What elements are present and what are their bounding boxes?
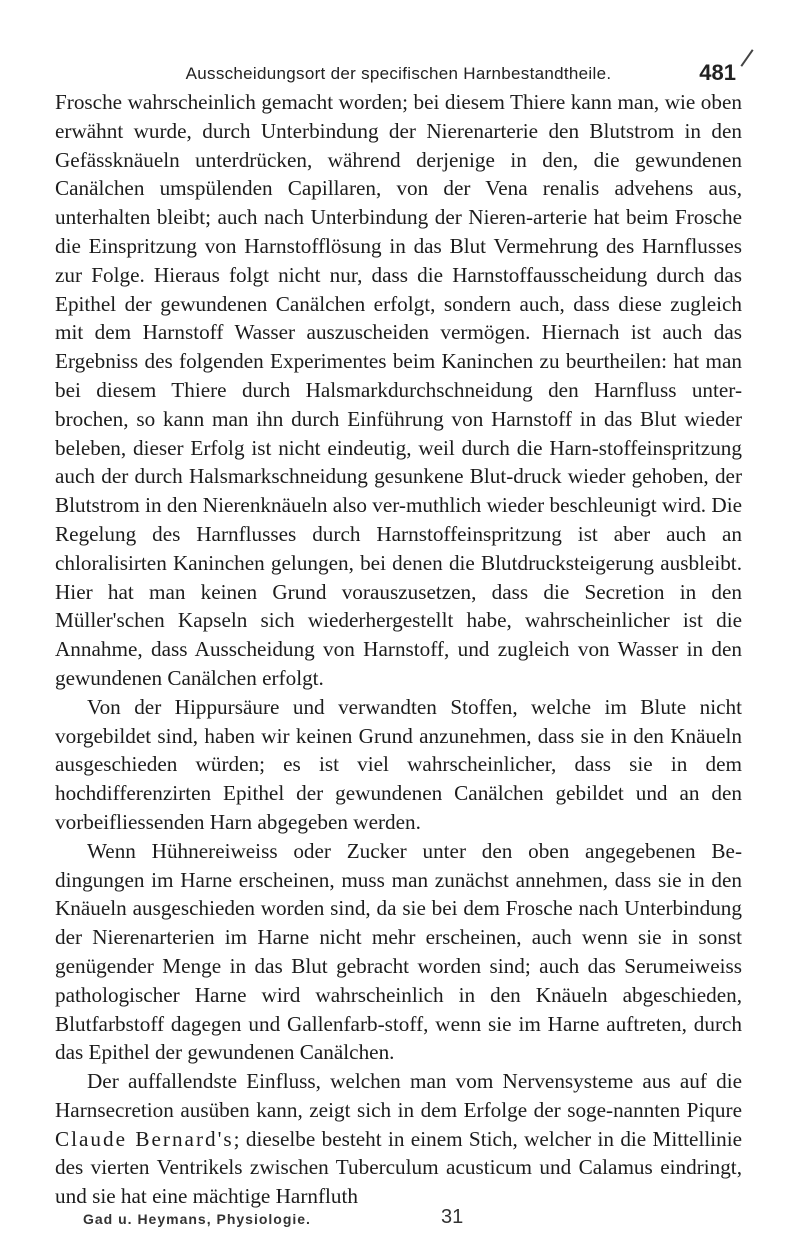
sheet-number: 31 xyxy=(441,1206,464,1229)
body-text xyxy=(55,88,742,1211)
paragraph-4-start: Der auffallendste Einfluss, welchen man vom Nervensysteme aus auf die Harnsecretion ausüben kann, zeigt sich in dem Erfolge der soge-nannten Piqure xyxy=(55,1069,742,1122)
author-name: Claude Bernard's xyxy=(55,1126,234,1151)
paragraph-4 xyxy=(55,1067,742,1211)
page-number: 481 xyxy=(699,60,736,85)
running-title: Ausscheidungsort der specifischen Harnbestandtheile. xyxy=(185,64,612,83)
paragraph-1: Frosche wahrscheinlich gemacht worden; bei diesem Thiere kann man, wie oben erwähnt wurde, durch Unterbindung der Nierenarterie den Blutstrom in den Gefässknäueln unterdrücken, während derjenige in den, die gewundenen Canälchen umspülenden Capillaren, von der Vena renalis advehens aus, unterhalten bleibt; auch nach Unterbindung der Nieren-arterie hat beim Frosche die Einspritzung von Harnstofflösung in das Blut Vermehrung des Harnflusses zur Folge. Hieraus folgt nicht nur, dass die Harnstoffausscheidung durch das Epithel der gewundenen Canälchen erfolgt, sondern auch, dass diese zugleich mit dem Harnstoff Wasser auszuscheiden vermögen. Hiernach ist auch das Ergebniss des folgenden Experimentes beim Kaninchen zu beurtheilen: hat man bei diesem Thiere durch Halsmarkdurchschneidung den Harnfluss unter-brochen, so kann man ihn durch Einführung von Harnstoff in das Blut wieder beleben, dieser Erfolg ist nicht eindeutig, weil durch die Harn-stoffeinspritzung auch der durch Halsmarkschneidung gesunkene Blut-druck wieder gehoben, der Blutstrom in den Nierenknäueln also ver-muthlich wieder beschleunigt wird. Die Regelung des Harnflusses durch Harnstoffeinspritzung ist aber auch an chloralisirten Kaninchen gelungen, bei denen die Blutdrucksteigerung ausbleibt. Hier hat man keinen Grund vorauszusetzen, dass die Secretion in den Müller'schen Kapseln sich wiederhergestellt habe, wahrscheinlicher ist die Annahme, dass Ausscheidung von Harnstoff, und zugleich von Wasser in den gewundenen Canälchen erfolgt. xyxy=(55,90,742,690)
footer xyxy=(55,1206,742,1237)
corner-mark xyxy=(740,49,753,67)
signature-line: Gad u. Heymans, Physiologie. xyxy=(83,1211,311,1228)
paragraph-3: Wenn Hühnereiweiss oder Zucker unter den oben angegebenen Be-dingungen im Harne erscheinen, muss man zunächst annehmen, dass sie in den Knäueln ausgeschieden worden sind, da sie bei dem Frosche nach Unterbindung der Nierenarterien im Harne nicht mehr erscheinen, auch wenn sie in sonst genügender Menge in das Blut gebracht worden sind; auch das Serumeiweiss pathologischer Harne wird wahrscheinlich in den Knäueln abgeschieden, Blutfarbstoff dagegen und Gallenfarb-stoff, wenn sie im Harne auftreten, durch das Epithel der gewundenen Canälchen. xyxy=(55,838,742,1065)
running-head xyxy=(55,46,742,86)
paragraph-2: Von der Hippursäure und verwandten Stoffen, welche im Blute nicht vorgebildet sind, haben wir keinen Grund anzunehmen, dass sie in den Knäueln ausgeschieden würden; es ist viel wahrscheinlicher, dass sie in dem hochdifferenzirten Epithel der gewundenen Canälchen gebildet und an den vorbeifliessenden Harn abgegeben werden. xyxy=(55,694,742,834)
paragraph-4-end: ; dieselbe besteht in einem Stich, welcher in die Mittellinie des vierten Ventrikels zwischen Tuberculum acusticum und Calamus eindringt, und sie hat eine mächtige Harnfluth xyxy=(55,1126,742,1209)
